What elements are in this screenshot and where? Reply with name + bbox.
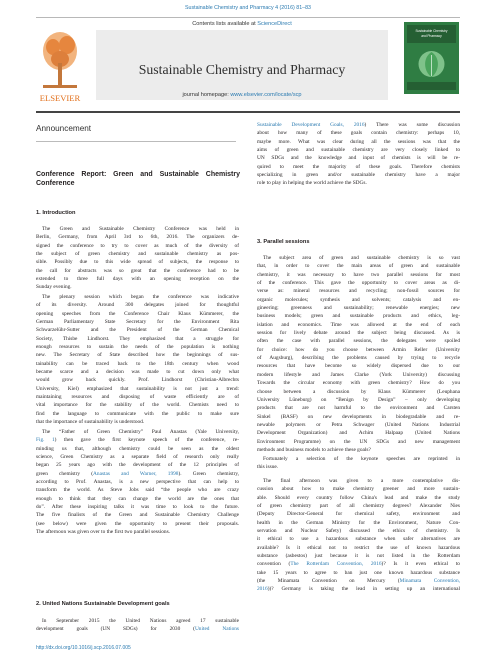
text-line: about how many of these goals contain chemistry: perhaps 10, <box>257 130 460 137</box>
text-line: the call for abstracts was so great that the conference had to be <box>36 267 239 274</box>
text-span: ))? Germany is taking the lead in setting up an international <box>267 586 460 593</box>
text-line: The final afternoon was given to a more contemplative dis- <box>263 478 460 484</box>
homepage-prefix: journal homepage: <box>182 92 231 98</box>
text-line: The subject area of green and sustainable chemistry is so vast <box>263 255 460 261</box>
text-line: modern lifestyle and James Clarke (York University) discussing <box>257 371 460 378</box>
text-line: find the language to communicate with the public to make sure <box>36 410 239 417</box>
contents-prefix: Contents lists available at <box>192 21 258 27</box>
text-line: session for lively debate around the subject being discussed. As is <box>257 330 460 337</box>
header-rule-bottom <box>36 111 460 113</box>
text-line: choose between a discussion by Klaus Kümmerer (Leuphana <box>257 388 460 395</box>
text-line: transform the world. As Steve Jobs said “the people who are crazy <box>36 487 239 494</box>
text-span: development goals (UN SDGs) for 2030 ( <box>36 626 195 633</box>
section-heading-un-goals-wrap <box>36 600 239 608</box>
text-span: green chemistry ( <box>36 470 94 477</box>
cover-title-line2: and Pharmacy <box>421 34 442 38</box>
un-goals-paragraph-continued <box>257 121 460 188</box>
cover-title-line1: Sustainable Chemistry <box>415 29 448 33</box>
text-line: University, Kiel) emphasized that sustainability is not just a trend: <box>36 385 239 392</box>
un-sdg-citation-link[interactable]: United Nations <box>194 626 239 633</box>
text-span: )? Is it even ethical to <box>381 561 460 568</box>
text-line: enough to think that they can change the world are the ones that <box>36 495 239 502</box>
text-line: In September 2015 the United Nations agreed 17 sustainable <box>42 618 239 624</box>
contents-availability <box>96 21 388 27</box>
text-span: convention ( <box>257 561 291 568</box>
text-line: able. Should every country follow China's lead and make the study <box>257 494 460 501</box>
text-line: methods and business models to achieve these goals? <box>257 446 371 453</box>
text-line: of its diversity. Around 300 delegates joined for thoughtful <box>36 302 239 309</box>
text-line: new. The Secretary of State described how the beginnings of sus- <box>36 352 239 359</box>
text-line: University Lüneburg) on “Benign by Design” – only developing <box>257 396 460 403</box>
doi-link[interactable]: http://dx.doi.org/10.1016/j.scp.2016.07.005 <box>36 645 131 651</box>
text-line: Environment Programme) on the UN SDGs and new management <box>257 438 460 445</box>
text-line: the subject of green chemistry and sustainable chemistry as pos- <box>36 251 239 258</box>
text-line <box>257 585 460 593</box>
text-line: aims of green and sustainable chemistry are very closely linked to <box>257 147 460 154</box>
text-line: would grow back quickly. Prof. Lindhorst (Christian-Albrechts <box>36 377 239 384</box>
elsevier-tree-logo <box>37 21 83 107</box>
text-line: tainability can be traced back to the 18th century when wood <box>36 360 239 367</box>
text-line: that the importance of sustainability is understood. <box>36 419 145 426</box>
section-heading-parallel-wrap <box>257 238 460 246</box>
text-line: this issue. <box>257 464 279 471</box>
section-heading-parallel-sessions: 3. Parallel sessions <box>257 239 310 245</box>
text-line: specializing in green and/or sustainable chemistry have a major <box>257 172 460 179</box>
parallel-sessions-paragraph-3 <box>257 477 460 594</box>
text-span: (the Minamata Convention on Mercury ( <box>257 578 400 585</box>
introduction-paragraph-3 <box>36 428 239 536</box>
text-line: science, Green Chemistry as a separate field of research only really <box>36 454 239 461</box>
text-line: take 15 years to agree to ban just one known hazardous substance <box>257 569 460 576</box>
homepage-link[interactable]: www.elsevier.com/locate/scp <box>230 92 302 98</box>
parallel-sessions-paragraph-1 <box>257 254 460 454</box>
header-rule-top <box>36 17 460 18</box>
text-line: available? Is it ethical not to restrict the use of known hazardous <box>257 544 460 551</box>
text-line <box>36 470 239 478</box>
text-line: signed the conference to try to cover as much of the diversity of <box>36 242 239 249</box>
text-line <box>257 560 460 568</box>
journal-cover-image[interactable] <box>404 22 459 94</box>
text-line: enough resources to sustain the needs of the population is nothing <box>36 344 239 351</box>
text-line: Development Organization) and Achim Halpaap (United Nations <box>257 430 460 437</box>
un-sdg-citation-link-cont[interactable]: Sustainable Development Goals, 2016 <box>257 122 365 128</box>
text-line: UN SDGs and the knowledge and input of chemists is will be re- <box>257 155 460 162</box>
text-line: Fortunately a selection of the keynote speeches are reprinted in <box>263 456 460 462</box>
minamata-convention-link-year[interactable]: 2016 <box>257 586 268 593</box>
text-line: resources that have become so widely dispersed due to our <box>257 363 460 370</box>
text-line: islation and economics. Time was allowed at the end of each <box>257 321 460 328</box>
anastas-warner-citation-link[interactable]: Anastas and Warner, 1998 <box>93 470 179 477</box>
text-span: ) then gave the first keynote speech of the conference, re- <box>54 437 239 444</box>
text-line: The five finalists of the Green and Sustainable Chemistry Challenge <box>36 512 239 519</box>
text-line: (see below) were given the opportunity to present their proposals. <box>36 520 239 527</box>
text-line: substance (asbestos) just because it is not listed in the Rotterdam <box>257 553 460 560</box>
text-line: verse as: mineral resources and recycling; non-fossil sources for <box>257 288 460 295</box>
un-goals-paragraph-start <box>36 617 239 634</box>
text-line: do”. After these inspiring talks it was time to look to the future. <box>36 504 239 511</box>
text-line <box>36 625 239 633</box>
rotterdam-convention-link[interactable]: The Rotterdam Convention, 2016 <box>290 561 382 568</box>
left-column <box>36 209 239 217</box>
journal-citation[interactable]: Sustainable Chemistry and Pharmacy 4 (2016) 81–83 <box>184 5 312 11</box>
text-line: of the conference. This gave the opportunity to cover areas as di- <box>257 280 460 287</box>
text-line: extended to three full days with an opening reception on the <box>36 276 239 283</box>
text-line: Sunday evening. <box>36 284 72 291</box>
elsevier-wordmark: ELSEVIER <box>39 93 81 103</box>
text-line: German Parliamentary State Secretary for the Environment Rita <box>36 319 239 326</box>
text-line: quired to meet the majority of these goals. Therefore chemists <box>257 163 460 170</box>
text-line: Sinkel (BASF) on new developments in biodegradable and re- <box>257 413 460 420</box>
article-type-rule <box>36 141 236 142</box>
article-type: Announcement <box>36 124 92 133</box>
text-line: maintaining resources and disposing of waste efficiently are of <box>36 394 239 401</box>
text-line: cussion about how to make chemistry greener and more sustain- <box>257 486 460 493</box>
article-title-line: Conference Report: Green and Sustainable Chemistry <box>36 171 240 178</box>
text-line: became scarce and a decision was made to cut down only what <box>36 369 239 376</box>
sciencedirect-link[interactable]: ScienceDirect <box>257 21 292 27</box>
text-span: ). Green chemistry, <box>178 470 239 477</box>
text-line: minding us that, although chemistry could be seen as the oldest <box>36 445 239 452</box>
section-heading-un-goals: 2. United Nations Sustainable Development goals <box>36 601 170 607</box>
text-line: for choice: how do you choose between Armin Reller (University <box>257 346 460 353</box>
text-line: often the case with parallel sessions, the delegates were spoiled <box>257 338 460 345</box>
text-line: gineering; greenness and sustainability; renewable energies; new <box>257 305 460 312</box>
text-line: of green chemistry part of all chemistry degrees? Alexander Nies <box>257 503 460 510</box>
text-line <box>257 121 460 129</box>
text-line: business models; green and sustainable products and ethics, leg- <box>257 313 460 320</box>
text-line <box>36 436 239 444</box>
text-line: it ethical to use a hazardous substance when safer alternatives are <box>257 536 460 543</box>
text-line: Schwarzelühr-Sutter and the President of the German Chemical <box>36 327 239 334</box>
text-line: Berlin, Germany, from April 3rd to 6th, 2016. The organizers de- <box>36 234 239 241</box>
journal-title[interactable]: Sustainable Chemistry and Pharmacy <box>138 62 346 77</box>
text-line: opening speeches from the Conference Chair Klaus Kümmerer, the <box>36 310 239 317</box>
article-title <box>36 170 240 188</box>
text-line: health in the German Ministry for the Environment, Nature Con- <box>257 519 460 526</box>
text-line: according to Prof. Anastas, is a new perspective that can help to <box>36 479 239 486</box>
text-line: of Augsburg), describing the problems caused by trying to recycle <box>257 355 460 362</box>
text-line <box>257 577 460 585</box>
text-line: Society, Thisbe Lindhorst. They emphasized that a struggle for <box>36 335 239 342</box>
text-line: maybe more. What was clear during all the sessions was that the <box>257 138 460 145</box>
text-line: (Deputy Director-General for chemical safety, environment and <box>257 511 460 518</box>
text-line: organic molecules; synthesis and solvents; catalysis and en- <box>257 296 460 303</box>
text-line: sible. Possibly due to this wide spread of subjects, the response to <box>36 259 239 266</box>
figure-1-link[interactable]: Fig. 1 <box>36 437 55 444</box>
minamata-convention-link[interactable]: Minamata Convention, <box>399 578 460 585</box>
text-line: began 25 years ago with the development of the 12 principles of <box>36 462 239 469</box>
section-heading-introduction: 1. Introduction <box>36 210 76 216</box>
text-line: servation and Nuclear Safety) discussed the ethics of chemistry. Is <box>257 528 460 535</box>
text-line: The Green and Sustainable Chemistry Conference was held in <box>42 226 239 232</box>
text-line: The “Father of Green Chemistry” Paul Anastas (Yale University, <box>42 429 239 435</box>
parallel-sessions-paragraph-2 <box>257 455 460 472</box>
text-span: ) There was some discussion <box>364 122 460 128</box>
text-line: role to play in helping the world achieve the SDGs. <box>257 180 367 187</box>
text-line: chemistry, it was necessary to have two parallel sessions for most <box>257 271 460 278</box>
text-line: newable polymers or Petra Schwager (United Nations Industrial <box>257 421 460 428</box>
text-line: Towards the circular economy with green chemistry? How do you <box>257 380 460 387</box>
text-line: The plenary session which began the conference was indicative <box>42 294 239 300</box>
text-line: vital importance for the stability of the world. Chemists need to <box>36 402 239 409</box>
article-title-line: Conference <box>36 180 75 188</box>
text-line: products that are not harmful to the environment and Carsten <box>257 405 460 412</box>
introduction-paragraph-2 <box>36 293 239 427</box>
journal-homepage <box>96 92 388 98</box>
introduction-paragraph-1 <box>36 225 239 292</box>
text-line: that, in order to cover the main areas of green and sustainable <box>257 263 460 270</box>
text-line: The afternoon was given over to the first two parallel sessions. <box>36 529 171 536</box>
